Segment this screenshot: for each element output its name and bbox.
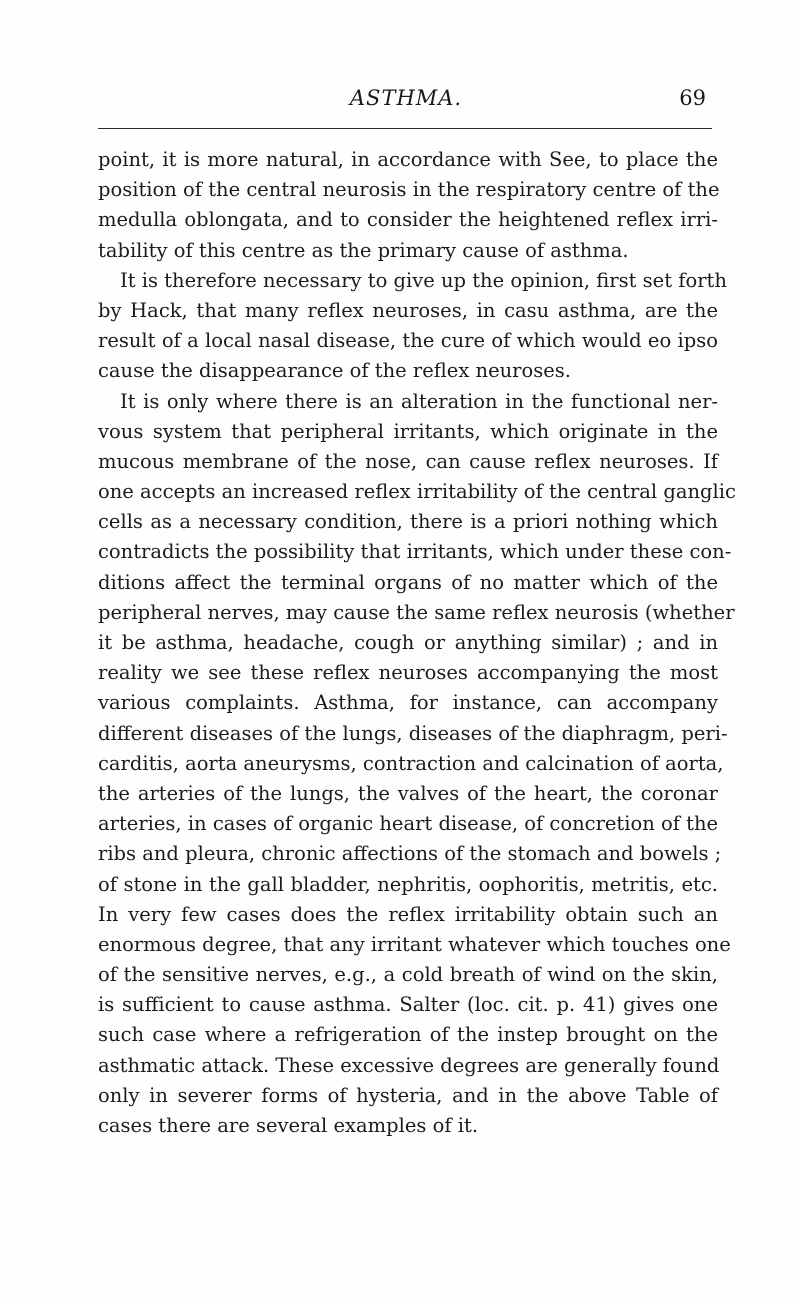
text-line: arteries, in cases of organic heart disease, of concretion of the xyxy=(98,812,719,836)
text-line: by Hack, that many reflex neuroses, in casu asthma, are the xyxy=(98,298,718,322)
running-head xyxy=(102,86,710,116)
text-line: It is therefore necessary to give up the opinion, first set forth xyxy=(120,268,727,292)
text-line: is sufficient to cause asthma. Salter (loc. cit. p. 41) gives one xyxy=(98,993,718,1017)
text-line: contradicts the possibility that irritants, which under these con- xyxy=(98,540,732,564)
text-line: ribs and pleura, chronic affections of the stomach and bowels ; xyxy=(98,842,722,866)
text-line: enormous degree, that any irritant whatever which touches one xyxy=(98,932,731,956)
page-number: 69 xyxy=(679,86,706,110)
text-line: peripheral nerves, may cause the same reflex neurosis (whether xyxy=(98,600,735,624)
text-line: In very few cases does the reflex irritability obtain such an xyxy=(98,902,718,926)
text-line: of stone in the gall bladder, nephritis, oophoritis, metritis, etc. xyxy=(98,872,718,896)
text-line: of the sensitive nerves, e.g., a cold breath of wind on the skin, xyxy=(98,963,718,987)
text-line: result of a local nasal disease, the cure of which would eo ipso xyxy=(98,329,718,353)
text-line: mucous membrane of the nose, can cause reflex neuroses. If xyxy=(98,449,718,473)
text-line: it be asthma, headache, cough or anything similar) ; and in xyxy=(98,631,718,654)
text-line: ditions affect the terminal organs of no matter which of the xyxy=(98,570,718,594)
text-line: one accepts an increased reflex irritability of the central ganglic xyxy=(98,480,736,504)
text-line: reality we see these reflex neuroses accompanying the most xyxy=(98,661,718,685)
header-rule xyxy=(98,128,712,129)
text-line: different diseases of the lungs, diseases of the diaphragm, peri- xyxy=(98,721,728,745)
text-line: It is only where there is an alteration in the functional ner- xyxy=(120,389,718,413)
text-line: such case where a refrigeration of the instep brought on the xyxy=(98,1023,718,1047)
body-text xyxy=(98,145,736,1141)
text-line: asthmatic attack. These excessive degrees are generally found xyxy=(98,1053,720,1077)
text-line: only in severer forms of hysteria, and in the above Table of xyxy=(98,1083,718,1107)
text-line: tability of this centre as the primary cause of asthma. xyxy=(98,238,629,262)
text-line: various complaints. Asthma, for instance, can accompany xyxy=(98,691,718,715)
text-line: cause the disappearance of the reflex neuroses. xyxy=(98,359,571,383)
text-line: cells as a necessary condition, there is a priori nothing which xyxy=(98,510,718,534)
text-line: position of the central neurosis in the respiratory centre of the xyxy=(98,178,720,202)
text-line: medulla oblongata, and to consider the heightened reflex irri- xyxy=(98,208,718,232)
text-line: point, it is more natural, in accordance with See, to place the xyxy=(98,148,718,171)
text-line: cases there are several examples of it. xyxy=(98,1114,479,1137)
text-line: vous system that peripheral irritants, which originate in the xyxy=(98,419,718,443)
running-title: ASTHMA. xyxy=(349,86,463,110)
text-line: the arteries of the lungs, the valves of the heart, the coronar xyxy=(98,781,718,805)
text-line: carditis, aorta aneurysms, contraction and calcination of aorta, xyxy=(98,751,724,775)
